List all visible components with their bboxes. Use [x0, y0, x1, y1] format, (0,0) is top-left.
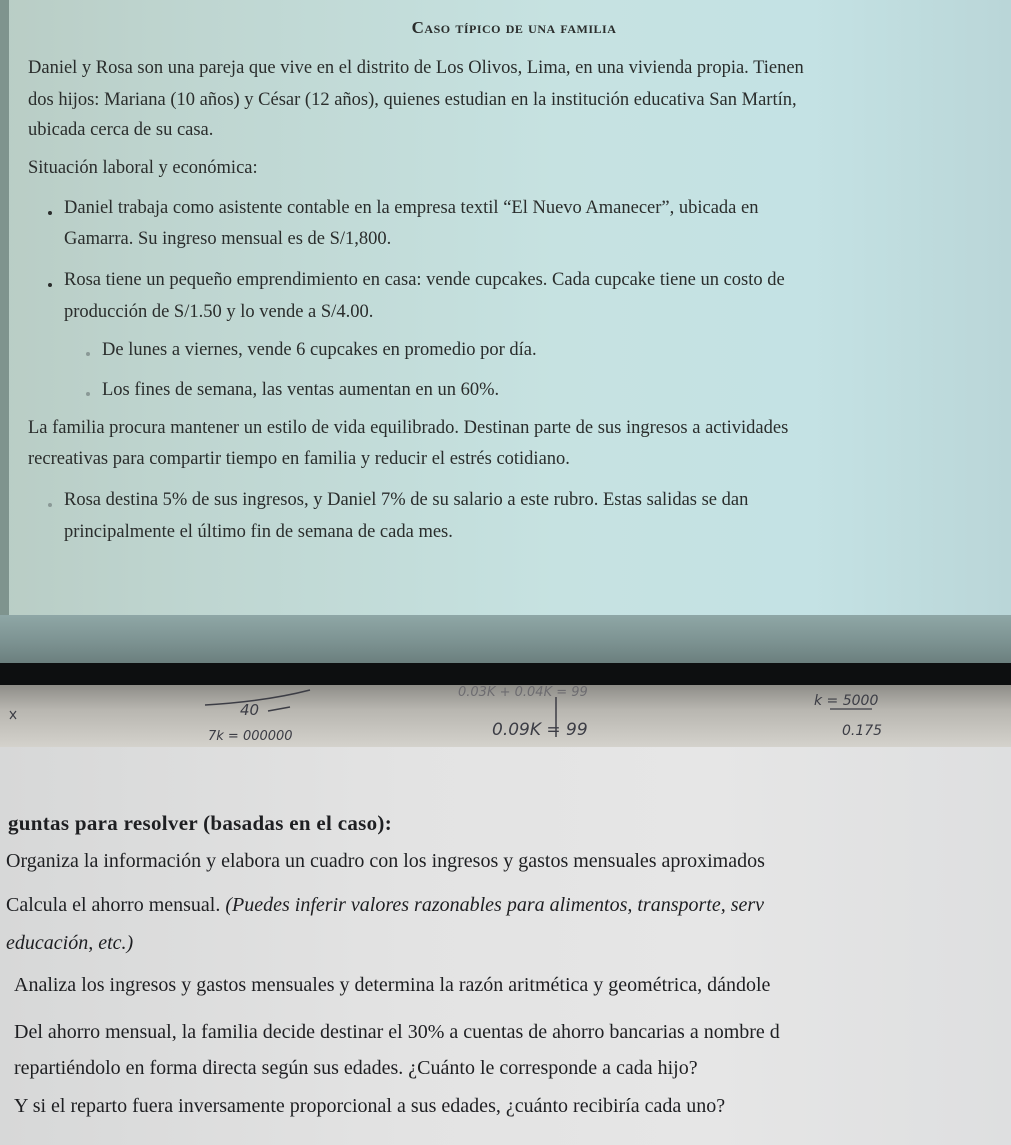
question-3: Analiza los ingresos y gastos mensuales y determina la razón aritmética y geométrica, dándole: [14, 974, 771, 996]
weekday-sales-line: De lunes a viernes, vende 6 cupcakes en promedio por día.: [102, 340, 537, 360]
handwritten-equation: 0.09K = 99: [492, 720, 588, 740]
projection-frame-bar: [0, 663, 1011, 685]
question-sheet: [0, 747, 1011, 1145]
bullet-daniel: [48, 211, 52, 215]
questions-title: guntas para resolver (basadas en el caso):: [8, 811, 392, 835]
question-2-hint-cont: educación, etc.): [6, 932, 134, 954]
daniel-line-2: Gamarra. Su ingreso mensual es de S/1,800.: [64, 229, 392, 249]
projection-lower-edge: [0, 615, 1011, 663]
handwritten-equation-faint: 0.03K + 0.04K = 99: [458, 685, 588, 700]
bullet-recreation: [48, 503, 52, 507]
question-4-line-1: Del ahorro mensual, la familia decide destinar el 30% a cuentas de ahorro bancarias a nombre d: [14, 1021, 780, 1043]
rosa-line-2: producción de S/1.50 y lo vende a S/4.00.: [64, 302, 374, 322]
intro-line-1: Daniel y Rosa son una pareja que vive en el distrito de Los Olivos, Lima, en una vivienda propia. Tienen: [28, 58, 804, 78]
intro-line-2: dos hijos: Mariana (10 años) y César (12 años), quienes estudian en la institución educativa San Martín,: [28, 90, 797, 110]
handwritten-k-denominator: 0.175: [842, 723, 883, 739]
question-4-line-2: repartiéndolo en forma directa según sus edades. ¿Cuánto le corresponde a cada hijo?: [14, 1057, 698, 1079]
balance-line-2: recreativas para compartir tiempo en familia y reducir el estrés cotidiano.: [28, 449, 570, 469]
balance-line-1: La familia procura mantener un estilo de vida equilibrado. Destinan parte de sus ingresos a actividades: [28, 418, 789, 438]
photo-edge-shadow: [0, 0, 9, 640]
daniel-line-1: Daniel trabaja como asistente contable en la empresa textil “El Nuevo Amanecer”, ubicada en: [64, 198, 759, 218]
question-2-text: Calcula el ahorro mensual.: [6, 894, 221, 916]
question-sheet-photo: [0, 747, 1011, 1145]
handwritten-number: 40: [240, 701, 260, 719]
sub-bullet-weekends: [86, 392, 90, 396]
question-2: [6, 894, 764, 917]
bullet-rosa: [48, 283, 52, 287]
weekend-sales-line: Los fines de semana, las ventas aumentan en un 60%.: [102, 380, 500, 400]
question-1: Organiza la información y elabora un cuadro con los ingresos y gastos mensuales aproximados: [6, 850, 765, 872]
question-2-hint: (Puedes inferir valores razonables para alimentos, transporte, serv: [225, 894, 765, 916]
section-heading: Situación laboral y económica:: [28, 158, 258, 178]
intro-line-3: ubicada cerca de su casa.: [28, 120, 214, 140]
question-4-line-3: Y si el reparto fuera inversamente proporcional a sus edades, ¿cuánto recibiría cada uno?: [14, 1095, 726, 1117]
slide-title: Caso típico de una familia: [411, 18, 617, 37]
recreation-line-2: principalmente el último fin de semana de cada mes.: [64, 522, 453, 542]
recreation-line-1: Rosa destina 5% de sus ingresos, y Daniel 7% de su salario a este rubro. Estas salidas se dan: [64, 490, 749, 510]
handwritten-partial: 7k = 000000: [208, 729, 293, 744]
rosa-line-1: Rosa tiene un pequeño emprendimiento en casa: vende cupcakes. Cada cupcake tiene un costo de: [64, 270, 785, 290]
handwritten-k-numerator: k = 5000: [814, 693, 879, 709]
notebook-paper-strip: [0, 685, 1011, 747]
sub-bullet-weekdays: [86, 352, 90, 356]
